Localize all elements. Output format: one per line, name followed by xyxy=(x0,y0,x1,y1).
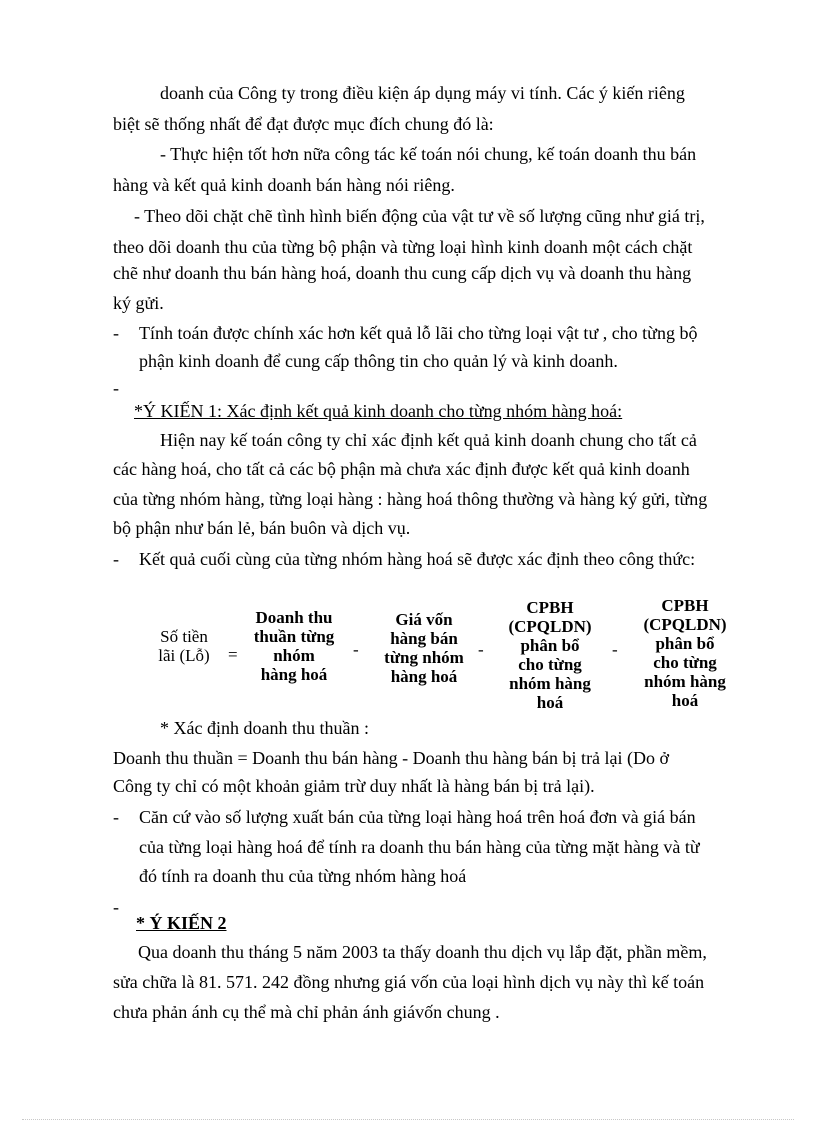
formula-term-line: hàng hoá xyxy=(390,667,458,686)
formula-term-line: phân bổ xyxy=(520,636,580,655)
page-bottom-border xyxy=(22,1119,794,1120)
para-improve-line-2: hàng và kết quả kinh doanh bán hàng nói riêng. xyxy=(113,175,455,195)
para-result-formula-intro: Kết quả cuối cùng của từng nhóm hàng hoá sẽ được xác định theo công thức: xyxy=(139,549,696,569)
formula-selling-expense xyxy=(494,598,606,712)
para-track-line-1: - Theo dõi chặt chẽ tình hình biến động của vật tư về số lượng cũng như giá trị, xyxy=(134,206,705,226)
formula-equals: = xyxy=(228,645,238,664)
para-net-revenue-line-2: Công ty chỉ có một khoản giảm trừ duy nhất là hàng bán bị trả lại). xyxy=(113,776,595,796)
para-track-line-3: chẽ như doanh thu bán hàng hoá, doanh thu cung cấp dịch vụ và doanh thu hàng xyxy=(113,263,692,283)
para-service-line-3: chưa phản ánh cụ thể mà chỉ phản ánh giávốn chung . xyxy=(113,1002,500,1022)
formula-term-line: nhóm hàng xyxy=(644,672,726,691)
formula-minus: - xyxy=(478,640,484,659)
para-basis-line-3: đó tính ra doanh thu của từng nhóm hàng hoá xyxy=(139,866,467,886)
formula-minus: - xyxy=(612,640,618,659)
formula-term-line: nhóm xyxy=(273,646,315,665)
formula-term-line: hoá xyxy=(536,693,564,712)
formula-term-line: Doanh thu xyxy=(255,608,333,627)
formula-term-line: cho từng xyxy=(653,653,717,672)
formula-term-line: phân bổ xyxy=(655,634,715,653)
para-track-line-2: theo dõi doanh thu của từng bộ phận và từng loại hình kinh doanh một cách chặt xyxy=(113,237,693,257)
formula-lhs-line: Số tiền xyxy=(160,627,208,646)
para-calc-line-1: Tính toán được chính xác hơn kết quả lỗ lãi cho từng loại vật tư , cho từng bộ xyxy=(139,323,698,343)
formula-term-line: hàng bán xyxy=(390,629,458,648)
para-calc-line-2: phận kinh doanh để cung cấp thông tin cho quản lý và kinh doanh. xyxy=(139,351,618,371)
para-net-revenue-line-1: Doanh thu thuần = Doanh thu bán hàng - Doanh thu hàng bán bị trả lại (Do ở xyxy=(113,748,670,768)
formula-term-line: (CPQLDN) xyxy=(508,617,592,636)
para-service-line-1: Qua doanh thu tháng 5 năm 2003 ta thấy doanh thu dịch vụ lắp đặt, phần mềm, xyxy=(138,942,707,962)
formula-term-line: từng nhóm xyxy=(384,648,464,667)
formula-net-revenue xyxy=(240,608,348,684)
formula-term-line: CPBH xyxy=(526,598,574,617)
formula-cost-of-goods xyxy=(372,610,476,686)
para-intro-line-1: doanh của Công ty trong điều kiện áp dụng máy vi tính. Các ý kiến riêng xyxy=(160,83,685,103)
formula-term-line: CPBH xyxy=(661,596,709,615)
stray-dash: - xyxy=(113,897,119,917)
para-current-line-2: các hàng hoá, cho tất cả các bộ phận mà chưa xác định được kết quả kinh doanh xyxy=(113,459,690,479)
para-intro-line-2: biệt sẽ thống nhất để đạt được mục đích chung đó là: xyxy=(113,114,494,134)
formula-term-line: hàng hoá xyxy=(260,665,328,684)
formula-term-line: hoá xyxy=(671,691,699,710)
para-current-line-1: Hiện nay kế toán công ty chỉ xác định kết quả kinh doanh chung cho tất cả xyxy=(160,430,697,450)
formula-term-line: cho từng xyxy=(518,655,582,674)
para-service-line-2: sửa chữa là 81. 571. 242 đồng nhưng giá vốn của loại hình dịch vụ này thì kế toán xyxy=(113,972,705,992)
formula-term-line: (CPQLDN) xyxy=(643,615,727,634)
formula-lhs xyxy=(148,627,220,665)
para-current-line-3: của từng nhóm hàng, từng loại hàng : hàng hoá thông thường và hàng ký gửi, từng xyxy=(113,489,708,509)
para-net-revenue-heading: * Xác định doanh thu thuần : xyxy=(160,718,369,738)
bullet-dash: - xyxy=(113,323,119,343)
formula-lhs-line: lãi (Lỗ) xyxy=(158,646,210,665)
heading-opinion-1: *Ý KIẾN 1: Xác định kết quả kinh doanh cho từng nhóm hàng hoá: xyxy=(134,401,623,421)
heading-opinion-2: * Ý KIẾN 2 xyxy=(136,913,227,933)
formula-term-line: thuần từng xyxy=(253,627,335,646)
formula-minus: - xyxy=(353,640,359,659)
bullet-dash: - xyxy=(113,549,119,569)
formula-term-line: Giá vốn xyxy=(395,610,453,629)
para-current-line-4: bộ phận như bán lẻ, bán buôn và dịch vụ. xyxy=(113,518,411,538)
para-basis-line-1: Căn cứ vào số lượng xuất bán của từng loại hàng hoá trên hoá đơn và giá bán xyxy=(139,807,696,827)
para-improve-line-1: - Thực hiện tốt hơn nữa công tác kế toán nói chung, kế toán doanh thu bán xyxy=(160,144,697,164)
para-track-line-4: ký gửi. xyxy=(113,293,164,313)
bullet-dash: - xyxy=(113,807,119,827)
stray-dash: - xyxy=(113,378,119,398)
formula-admin-expense xyxy=(630,596,740,710)
formula-term-line: nhóm hàng xyxy=(509,674,591,693)
para-basis-line-2: của từng loại hàng hoá để tính ra doanh thu bán hàng của từng mặt hàng và từ xyxy=(139,837,700,857)
